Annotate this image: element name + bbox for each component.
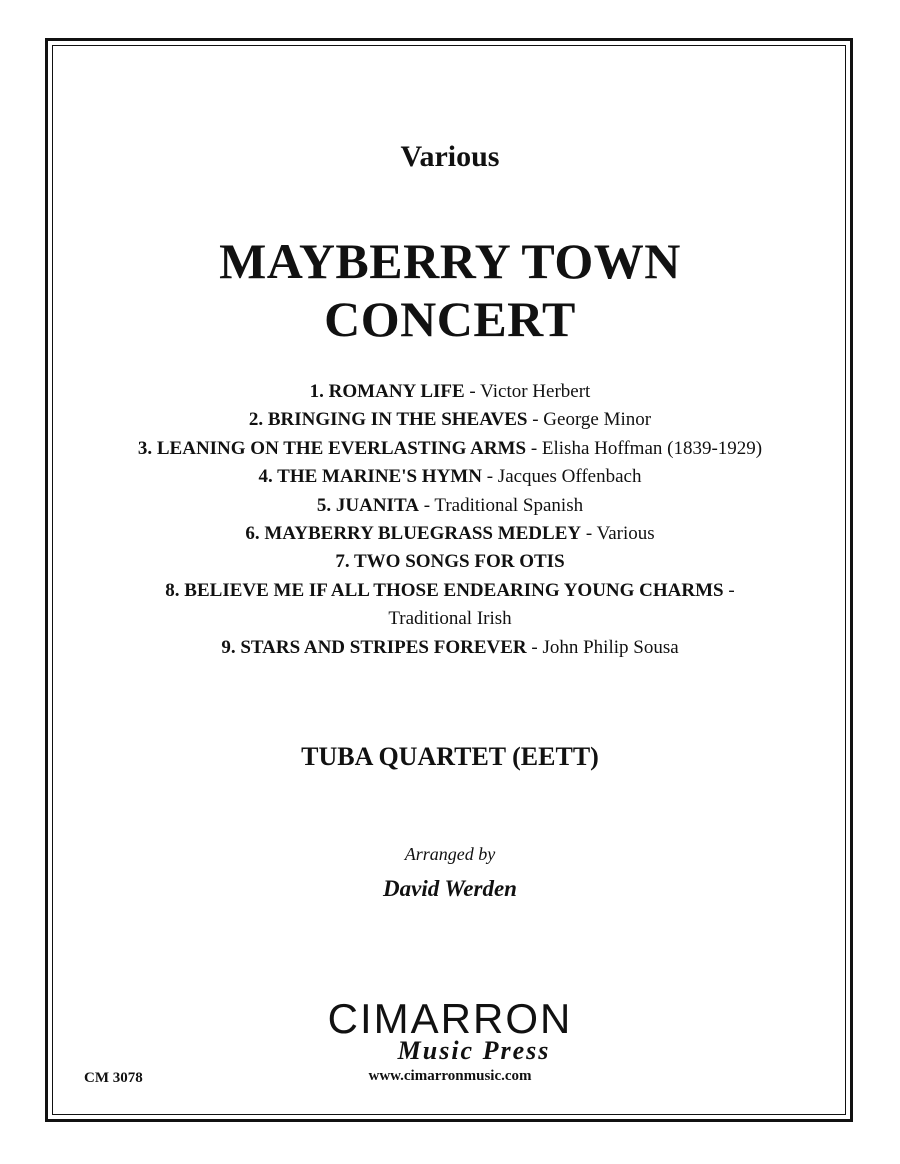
item-composer: Various bbox=[596, 523, 655, 545]
item-separator: - bbox=[527, 409, 544, 431]
item-separator: - bbox=[464, 381, 481, 402]
item-separator: - bbox=[723, 579, 735, 601]
item-composer: Traditional Spanish bbox=[434, 494, 584, 516]
item-separator: - bbox=[526, 636, 543, 658]
item-separator: - bbox=[581, 523, 597, 545]
item-title: 2. BRINGING IN THE SHEAVES bbox=[248, 409, 528, 431]
item-title: 8. BELIEVE ME IF ALL THOSE ENDEARING YOUNG CHARMS bbox=[165, 579, 724, 601]
arranged-by-label: Arranged by bbox=[404, 844, 496, 864]
contents-item bbox=[0, 378, 900, 406]
item-composer: Elisha Hoffman (1839-1929) bbox=[541, 437, 763, 459]
item-composer: John Philip Sousa bbox=[542, 636, 679, 658]
contents-item bbox=[0, 463, 900, 491]
item-composer: Traditional Irish bbox=[388, 608, 512, 630]
item-title: 7. TWO SONGS FOR OTIS bbox=[335, 551, 565, 573]
item-composer: Victor Herbert bbox=[480, 381, 591, 402]
page-title bbox=[0, 232, 900, 348]
item-title: 3. LEANING ON THE EVERLASTING ARMS bbox=[137, 437, 527, 459]
item-separator: - bbox=[526, 437, 542, 459]
arranger-name: David Werden bbox=[383, 876, 517, 901]
item-separator: - bbox=[481, 466, 498, 488]
contents-item bbox=[0, 406, 900, 434]
publisher-logo: CIMARRON bbox=[327, 995, 573, 1042]
item-title: 6. MAYBERRY BLUEGRASS MEDLEY bbox=[245, 523, 582, 545]
item-title: 9. STARS AND STRIPES FOREVER bbox=[221, 636, 527, 658]
contents-item bbox=[0, 492, 900, 520]
contents-list bbox=[0, 378, 900, 662]
contents-item bbox=[0, 520, 900, 548]
contents-item bbox=[0, 634, 900, 662]
publisher-logo-subtitle: Music Press bbox=[397, 1036, 551, 1065]
item-separator: - bbox=[418, 494, 435, 516]
instrumentation: TUBA QUARTET (EETT) bbox=[301, 742, 599, 771]
title-line-1: MAYBERRY TOWN bbox=[219, 233, 681, 289]
publisher-website: www.cimarronmusic.com bbox=[368, 1068, 532, 1084]
item-title: 4. THE MARINE'S HYMN bbox=[258, 466, 482, 488]
contents-item bbox=[0, 435, 900, 463]
contents-item-continuation bbox=[0, 605, 900, 633]
title-line-2: CONCERT bbox=[324, 291, 576, 347]
catalog-number: CM 3078 bbox=[84, 1070, 143, 1086]
item-composer: Jacques Offenbach bbox=[497, 466, 642, 488]
item-composer: George Minor bbox=[543, 409, 652, 431]
contents-item bbox=[0, 577, 900, 605]
composer-heading: Various bbox=[400, 140, 500, 173]
item-title: 1. ROMANY LIFE bbox=[309, 381, 465, 402]
contents-item bbox=[0, 548, 900, 576]
item-title: 5. JUANITA bbox=[316, 494, 419, 516]
